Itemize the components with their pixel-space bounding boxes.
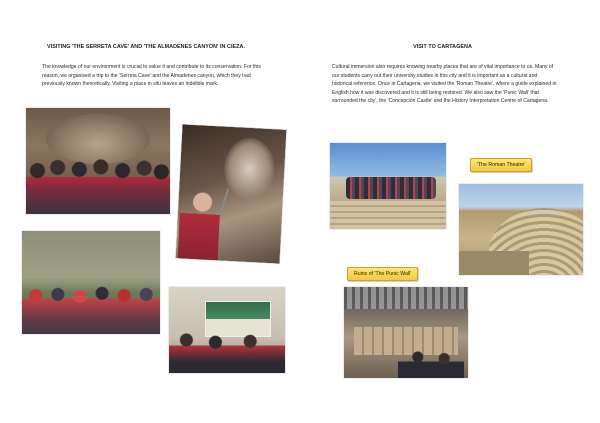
cartagena-group-photo — [330, 143, 446, 229]
serreta-cave-group-photo — [26, 108, 170, 214]
almadenes-canyon-group-photo — [22, 231, 160, 334]
right-column-paragraph: Cultural immersion also requires knowing nearby places that are of vital importance to us. Many of our students carry out their university studies in this city and it is important as a cultural and historical reference. Once in Cartagena, we visited the 'Roman Theatre', where a guide explained in English how it was discovered and it is still being restored. We also saw the 'Punic Wall' that surrounded the city', the 'Concepción Castle' and the History Interpretation Centre of Cartagena. — [332, 64, 557, 105]
interpretation-centre-photo — [169, 287, 285, 373]
left-column-paragraph: The knowledge of our environment is crucial to value it and contribute to its conservation. For this reason, we organised a trip to the 'Serreta Cave' and the Almadenes canyon, which they had previously known theoretically. Visiting a place in situ leaves an indelible mark. — [42, 64, 261, 88]
right-column-title: VISIT TO CARTAGENA — [413, 44, 472, 50]
roman-theatre-photo — [459, 184, 583, 275]
cave-interior-photo — [176, 124, 287, 263]
punic-wall-caption: Ruins of 'The Punic Wall' — [347, 267, 418, 281]
roman-theatre-caption: 'The Roman Theatre' — [470, 158, 532, 172]
left-column-title: VISITING 'THE SERRETA CAVE' AND 'THE ALMADENES CANYON' IN CIEZA. — [47, 44, 246, 50]
punic-wall-photo — [344, 287, 468, 378]
